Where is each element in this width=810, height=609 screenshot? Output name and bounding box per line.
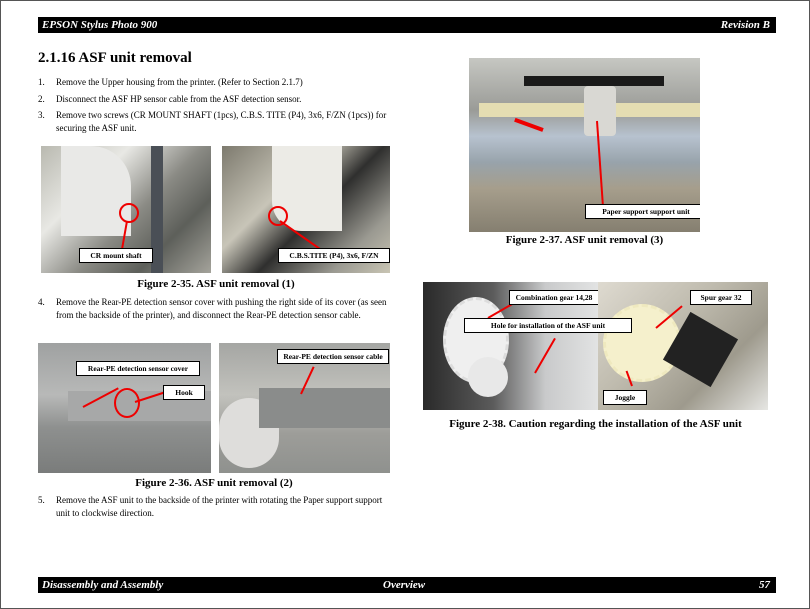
callout-combination-gear: Combination gear 14,28 [509,290,598,305]
figure-caption-2-38: Figure 2-38. Caution regarding the installation of the ASF unit [449,418,742,430]
callout-spur-gear: Spur gear 32 [690,290,752,305]
callout-hole-installation: Hole for installation of the ASF unit [464,318,632,333]
callout-paper-support: Paper support support unit [585,204,700,219]
page-number: 57 [759,579,770,591]
photo-cbs-tite-screw [222,146,390,273]
figure-caption-2-37: Figure 2-37. ASF unit removal (3) [505,234,664,246]
callout-cr-mount-shaft: CR mount shaft [79,248,153,263]
callout-sensor-cable: Rear-PE detection sensor cable [277,349,389,364]
highlight-circle [114,388,140,418]
header-title: EPSON Stylus Photo 900 [42,19,158,31]
footer-chapter: Disassembly and Assembly [42,579,164,591]
callout-hook: Hook [163,385,205,400]
highlight-circle [119,203,139,223]
callout-joggle: Joggle [603,390,647,405]
page-header [38,17,776,33]
header-revision: Revision B [720,19,770,31]
figure-caption-2-36: Figure 2-36. ASF unit removal (2) [135,477,293,489]
section-title: 2.1.16 ASF unit removal [38,50,192,66]
photo-cr-mount-shaft [41,146,211,273]
callout-cbs-tite: C.B.S.TITE (P4), 3x6, F/ZN [278,248,390,263]
photo-combination-gear [423,282,598,410]
callout-sensor-cover: Rear-PE detection sensor cover [76,361,200,376]
figure-caption-2-35: Figure 2-35. ASF unit removal (1) [137,278,295,290]
footer-section: Overview [383,579,426,591]
photo-rear-pe-sensor-cover [38,343,211,473]
page-footer [38,577,776,593]
rotation-arrow-icon [514,118,544,132]
photo-paper-support-unit [469,58,700,232]
photo-rear-pe-sensor-cable [219,343,390,473]
photo-spur-gear [598,282,768,410]
